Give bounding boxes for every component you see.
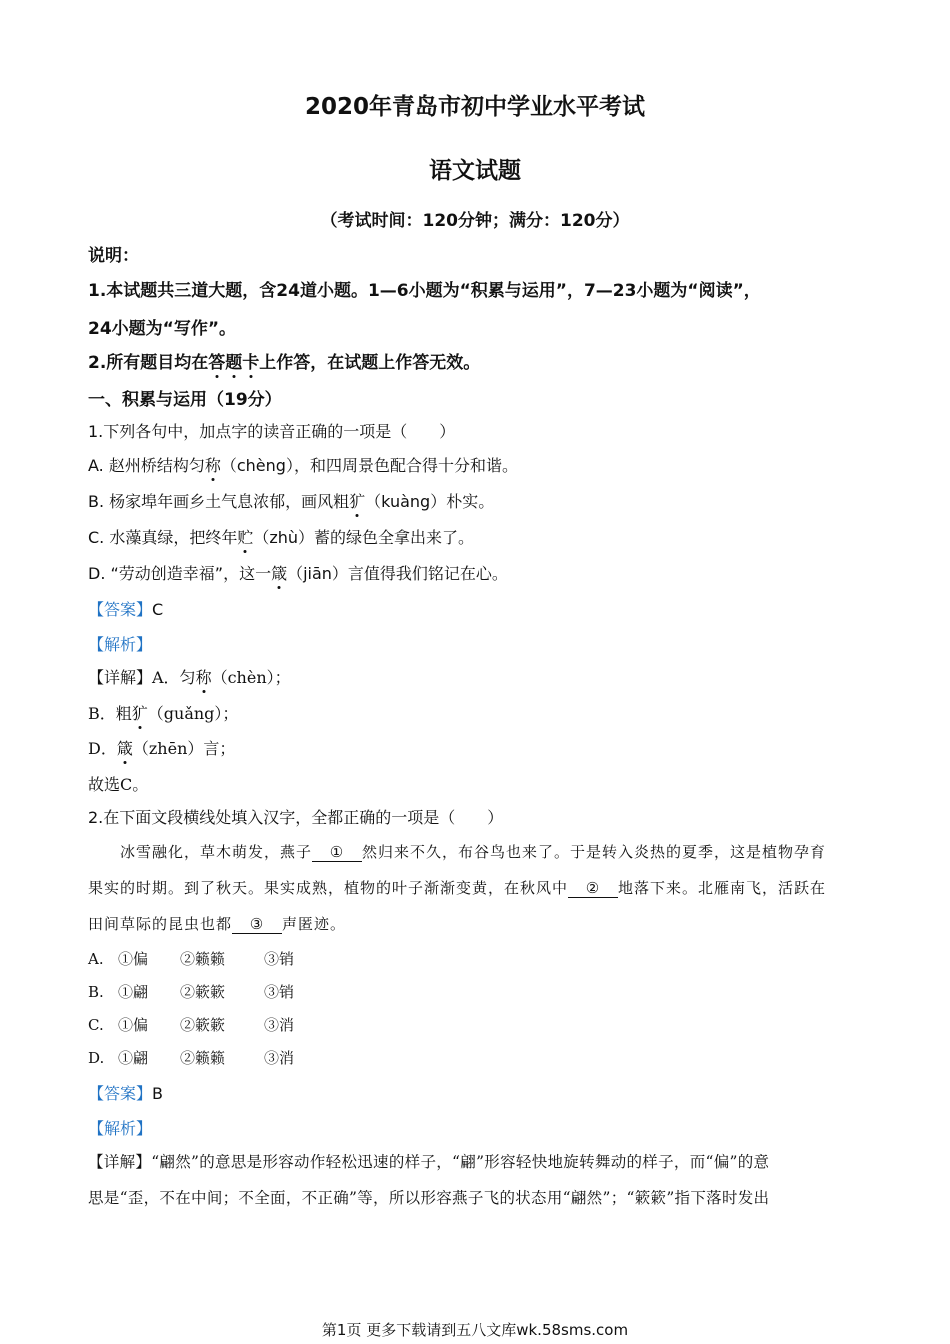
- q2-option-c: [88, 1014, 864, 1035]
- q2-c-o1: ①偏: [118, 1016, 149, 1034]
- note-2-dot-1: 答: [208, 348, 225, 373]
- q1-detail-d-dot: 箴: [117, 736, 133, 759]
- q1-conclusion: 故选C。: [88, 775, 149, 794]
- q1-option-d: [88, 561, 864, 584]
- q1-answer: [88, 597, 864, 620]
- q1-detail-dot: 称: [196, 665, 212, 688]
- q2-passage-line-3: [88, 913, 864, 934]
- q2-a-o2: ②籁籁: [180, 950, 226, 968]
- q1-a-post: （chèng），和四周景色配合得十分和谐。: [220, 456, 518, 475]
- q2-a-letter: A.: [88, 950, 104, 968]
- q2-detail-line-2: 思是“歪，不在中间；不全面，不正确”等，所以形容燕子飞的状态用“翩然”；“簌簌”指下落时发出: [88, 1189, 770, 1207]
- q1-detail-post: （chèn）；: [211, 668, 291, 687]
- q2-b-o1: ①翩: [118, 983, 149, 1001]
- note-2-dot-3: 卡: [242, 348, 259, 373]
- q2-c-letter: C.: [88, 1016, 104, 1034]
- q1-detail-b-pre: B．粗: [88, 704, 132, 723]
- q1-detail-d-post: （zhēn）言；: [132, 739, 236, 758]
- q2-c-o2: ②簌簌: [180, 1016, 226, 1034]
- q2-d-o3: ③消: [264, 1049, 295, 1067]
- q1-detail-pre: 【详解】A．匀: [88, 668, 196, 687]
- q2-p1-pre: 冰雪融化，草木萌发，燕子: [120, 843, 313, 861]
- q1-detail-b: [88, 701, 864, 724]
- section-1-heading: 一、积累与运用（19分）: [88, 390, 282, 410]
- q1-d-pre: D. “劳动创造幸福”，这一: [88, 564, 272, 583]
- q1-b-pre: B. 杨家埠年画乡土气息浓郁，画风粗: [88, 492, 350, 511]
- exam-title: 2020年青岛市初中学业水平考试: [304, 94, 645, 120]
- q2-d-letter: D.: [88, 1049, 105, 1067]
- q1-d-post: （jiān）言值得我们铭记在心。: [287, 564, 508, 583]
- q1-b-dot: 犷: [349, 489, 365, 512]
- q2-a-o3: ③销: [264, 950, 295, 968]
- q2-analysis-tag: 【解析】: [88, 1119, 153, 1138]
- q1-d-dot: 箴: [271, 561, 287, 584]
- q2-answer-tag: 【答案】: [88, 1084, 153, 1103]
- q2-p2-post: 地落下来。北雁南飞，活跃在: [618, 879, 827, 897]
- page-footer: 第1页 更多下载请到五八文库wk.58sms.com: [321, 1321, 629, 1339]
- q2-blank-2: ②: [568, 879, 618, 898]
- q2-b-o2: ②簌簌: [180, 983, 226, 1001]
- note-1-line-2: 24小题为“写作”。: [88, 319, 237, 339]
- q2-a-o1: ①偏: [118, 950, 149, 968]
- q1-a-pre: A. 赵州桥结构匀: [88, 456, 205, 475]
- q1-option-a: [88, 453, 864, 476]
- q2-answer: [88, 1081, 864, 1104]
- q2-b-o3: ③销: [264, 983, 295, 1001]
- q2-d-o2: ②籁籁: [180, 1049, 226, 1067]
- notes-heading: 说明：: [88, 246, 139, 266]
- q1-detail-d-pre: D．: [88, 739, 117, 758]
- q2-c-o3: ③消: [264, 1016, 295, 1034]
- q1-analysis-tag: 【解析】: [88, 635, 153, 654]
- q2-p3-post: 声匿迹。: [282, 915, 347, 933]
- q2-d-o1: ①翩: [118, 1049, 149, 1067]
- q1-detail-b-post: （guǎng）；: [147, 704, 239, 723]
- q1-option-b: [88, 489, 864, 512]
- q2-answer-value: B: [152, 1084, 163, 1103]
- exam-info: （考试时间：120分钟；满分：120分）: [320, 211, 630, 231]
- q1-option-c: [88, 525, 864, 548]
- q2-blank-1: ①: [312, 843, 362, 862]
- q2-b-letter: B.: [88, 983, 104, 1001]
- q1-c-pre: C. 水藻真绿，把终年: [88, 528, 238, 547]
- q1-c-dot: 贮: [237, 525, 253, 548]
- q2-option-a: [88, 948, 864, 969]
- q1-detail-b-dot: 犷: [132, 701, 148, 724]
- q2-option-d: [88, 1047, 864, 1068]
- q1-detail-d: [88, 736, 864, 759]
- note-2: [88, 348, 864, 373]
- q1-c-post: （zhù）蓄的绿色全拿出来了。: [253, 528, 475, 547]
- q2-detail-line-1: 【详解】“翩然”的意思是形容动作轻松迅速的样子，“翩”形容轻快地旋转舞动的样子，而“偏”的意: [88, 1153, 770, 1171]
- q1-answer-tag: 【答案】: [88, 600, 153, 619]
- q2-option-b: [88, 981, 864, 1002]
- q2-passage-line-1: [120, 841, 864, 862]
- q2-p3-pre: 田间草际的昆虫也都: [88, 915, 233, 933]
- note-2-post: 上作答，在试题上作答无效。: [259, 353, 481, 373]
- q1-detail-a: [88, 665, 864, 688]
- note-2-dot-2: 题: [225, 348, 242, 373]
- q1-b-post: （kuàng）朴实。: [365, 492, 495, 511]
- q1-a-dot: 称: [205, 453, 221, 476]
- q2-blank-3: ③: [232, 915, 282, 934]
- note-1-line-1: 1.本试题共三道大题，含24道小题。1—6小题为“积累与运用”，7—23小题为“阅读”，: [88, 281, 761, 301]
- note-2-pre: 2.所有题目均在: [88, 353, 209, 373]
- exam-subtitle: 语文试题: [429, 158, 521, 184]
- q2-passage-line-2: [88, 877, 864, 898]
- q2-p2-pre: 果实的时期。到了秋天。果实成熟，植物的叶子渐渐变黄，在秋风中: [88, 879, 569, 897]
- q1-answer-value: C: [152, 600, 164, 619]
- q2-stem: 2.在下面文段横线处填入汉字，全都正确的一项是（ ）: [88, 808, 504, 827]
- q2-p1-post: 然归来不久，布谷鸟也来了。于是转入炎热的夏季，这是植物孕育: [362, 843, 827, 861]
- q1-stem: 1.下列各句中，加点字的读音正确的一项是（ ）: [88, 422, 456, 441]
